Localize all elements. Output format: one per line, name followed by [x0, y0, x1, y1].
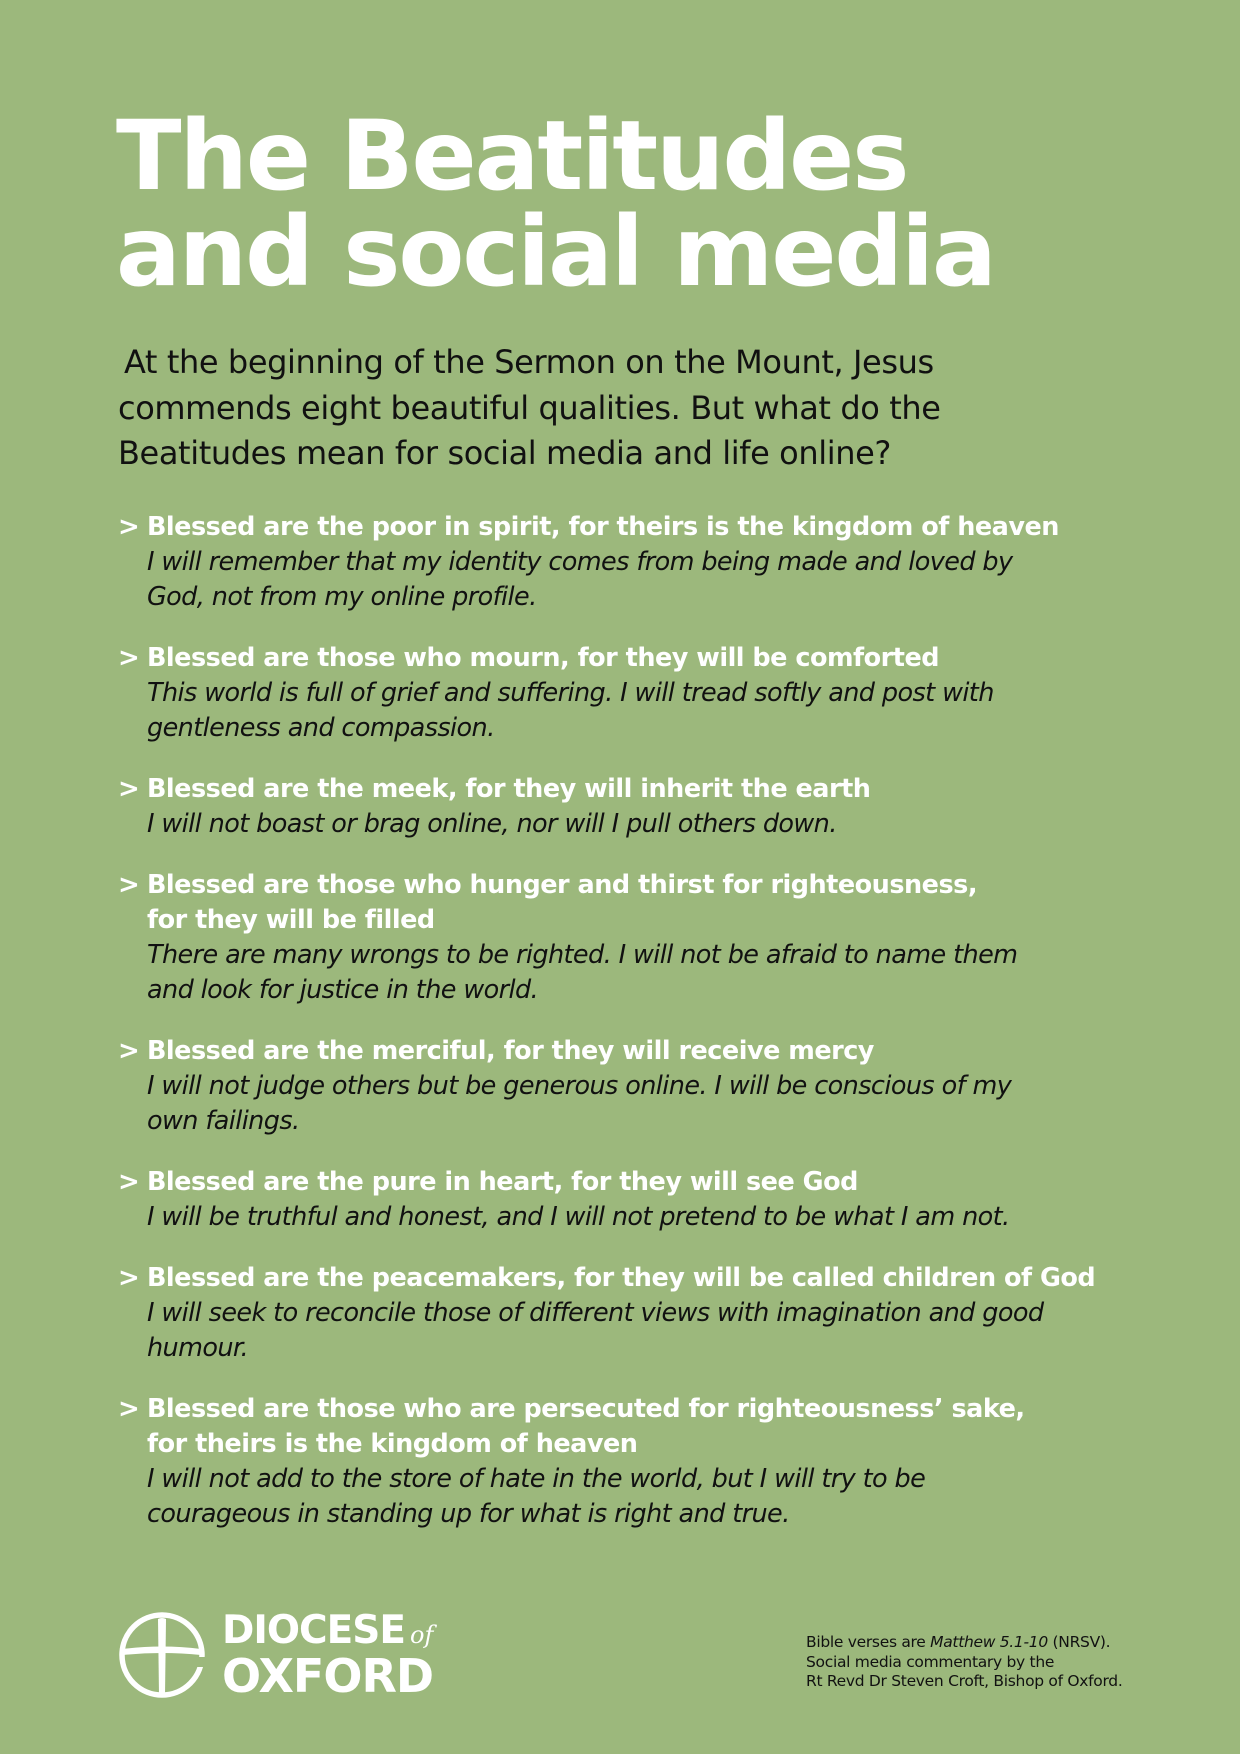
commentary-line: I will not judge others but be generous online. I will be conscious of my — [147, 1071, 1012, 1101]
beatitude-item — [118, 1392, 1138, 1532]
logo-word-diocese: DIOCESE — [222, 1608, 406, 1653]
logo-word-of: of — [410, 1621, 434, 1649]
commentary-line: humour. — [147, 1333, 248, 1363]
intro-paragraph — [118, 340, 1098, 477]
diocese-cross-emblem-icon — [118, 1611, 206, 1699]
logo-wordmark — [222, 1608, 434, 1703]
commentary-line: own failings. — [147, 1106, 300, 1136]
beatitude-item — [118, 641, 1138, 746]
chevron-right-bullet-icon: > — [118, 870, 140, 900]
beatitude-item — [118, 868, 1138, 1008]
verse-line: Blessed are the peacemakers, for they will be called children of God — [147, 1263, 1096, 1293]
beatitude-commentary — [147, 676, 1138, 746]
chevron-right-bullet-icon: > — [118, 1263, 140, 1293]
commentary-line: and look for justice in the world. — [147, 975, 539, 1005]
verse-line: Blessed are those who hunger and thirst for righteousness, — [147, 870, 978, 900]
commentary-line: I will be truthful and honest, and I will not pretend to be what I am not. — [147, 1202, 1010, 1232]
verse-line: Blessed are the pure in heart, for they will see God — [147, 1167, 858, 1197]
commentary-line: God, not from my online profile. — [147, 582, 537, 612]
intro-line-1: At the beginning of the Sermon on the Mount, Jesus — [124, 343, 934, 381]
beatitude-item — [118, 510, 1138, 615]
chevron-right-bullet-icon: > — [118, 774, 140, 804]
credits-footnote — [806, 1633, 1122, 1692]
beatitude-item — [118, 1034, 1138, 1139]
beatitude-verse — [147, 1261, 1138, 1296]
chevron-right-bullet-icon: > — [118, 512, 140, 542]
beatitude-commentary — [147, 1462, 1138, 1532]
beatitude-item — [118, 1261, 1138, 1366]
beatitude-verse — [147, 772, 1138, 807]
beatitude-verse — [147, 510, 1138, 545]
chevron-right-bullet-icon: > — [118, 1167, 140, 1197]
verse-line: Blessed are those who are persecuted for righteousness’ sake, — [147, 1394, 1025, 1424]
chevron-right-bullet-icon: > — [118, 643, 140, 673]
commentary-line: There are many wrongs to be righted. I will not be afraid to name them — [147, 940, 1018, 970]
verse-line: for they will be filled — [147, 905, 435, 935]
commentary-line: I will not boast or brag online, nor will I pull others down. — [147, 809, 837, 839]
beatitudes-list — [118, 510, 1138, 1558]
page-title — [116, 100, 995, 308]
chevron-right-bullet-icon: > — [118, 1394, 140, 1424]
credits-line-2: Social media commentary by the — [806, 1652, 1055, 1671]
commentary-line: I will seek to reconcile those of different views with imagination and good — [147, 1298, 1044, 1328]
logo-word-oxford: OXFORD — [222, 1649, 434, 1703]
commentary-line: This world is full of grief and suffering. I will tread softly and post with — [147, 678, 994, 708]
intro-line-2: commends eight beautiful qualities. But what do the — [118, 388, 941, 427]
beatitude-verse — [147, 868, 1138, 938]
commentary-line: I will not add to the store of hate in the world, but I will try to be — [147, 1464, 926, 1494]
beatitude-item — [118, 772, 1138, 842]
beatitude-verse — [147, 1034, 1138, 1069]
verse-line: Blessed are those who mourn, for they will be comforted — [147, 643, 939, 673]
credits-line-1 — [806, 1633, 1122, 1653]
chevron-right-bullet-icon: > — [118, 1036, 140, 1066]
credits-line-3: Rt Revd Dr Steven Croft, Bishop of Oxford. — [806, 1672, 1123, 1690]
beatitude-verse — [147, 1165, 1138, 1200]
beatitude-commentary — [147, 1069, 1138, 1139]
intro-line-3: Beatitudes mean for social media and life online? — [118, 434, 891, 472]
verse-line: Blessed are the merciful, for they will receive mercy — [147, 1036, 874, 1066]
verse-line: Blessed are the poor in spirit, for theirs is the kingdom of heaven — [147, 512, 1059, 542]
commentary-line: gentleness and compassion. — [147, 713, 495, 743]
beatitude-commentary — [147, 807, 1138, 842]
verse-line: for theirs is the kingdom of heaven — [147, 1429, 638, 1459]
beatitude-commentary — [147, 938, 1138, 1008]
beatitude-commentary — [147, 545, 1138, 615]
credits-suffix: (NRSV). — [1047, 1633, 1111, 1651]
verse-line: Blessed are the meek, for they will inherit the earth — [147, 774, 871, 804]
credits-prefix: Bible verses are — [806, 1633, 931, 1651]
title-line-2: and social media — [116, 196, 995, 308]
beatitude-verse — [147, 1392, 1138, 1462]
beatitude-verse — [147, 641, 1138, 676]
diocese-of-oxford-logo — [118, 1608, 434, 1703]
beatitude-commentary — [147, 1296, 1138, 1366]
title-line-1: The Beatitudes — [116, 100, 908, 212]
commentary-line: I will remember that my identity comes from being made and loved by — [147, 547, 1013, 577]
commentary-line: courageous in standing up for what is right and true. — [147, 1499, 790, 1529]
beatitude-commentary — [147, 1200, 1138, 1235]
bible-reference: Matthew 5.1-10 — [930, 1633, 1048, 1651]
beatitude-item — [118, 1165, 1138, 1235]
